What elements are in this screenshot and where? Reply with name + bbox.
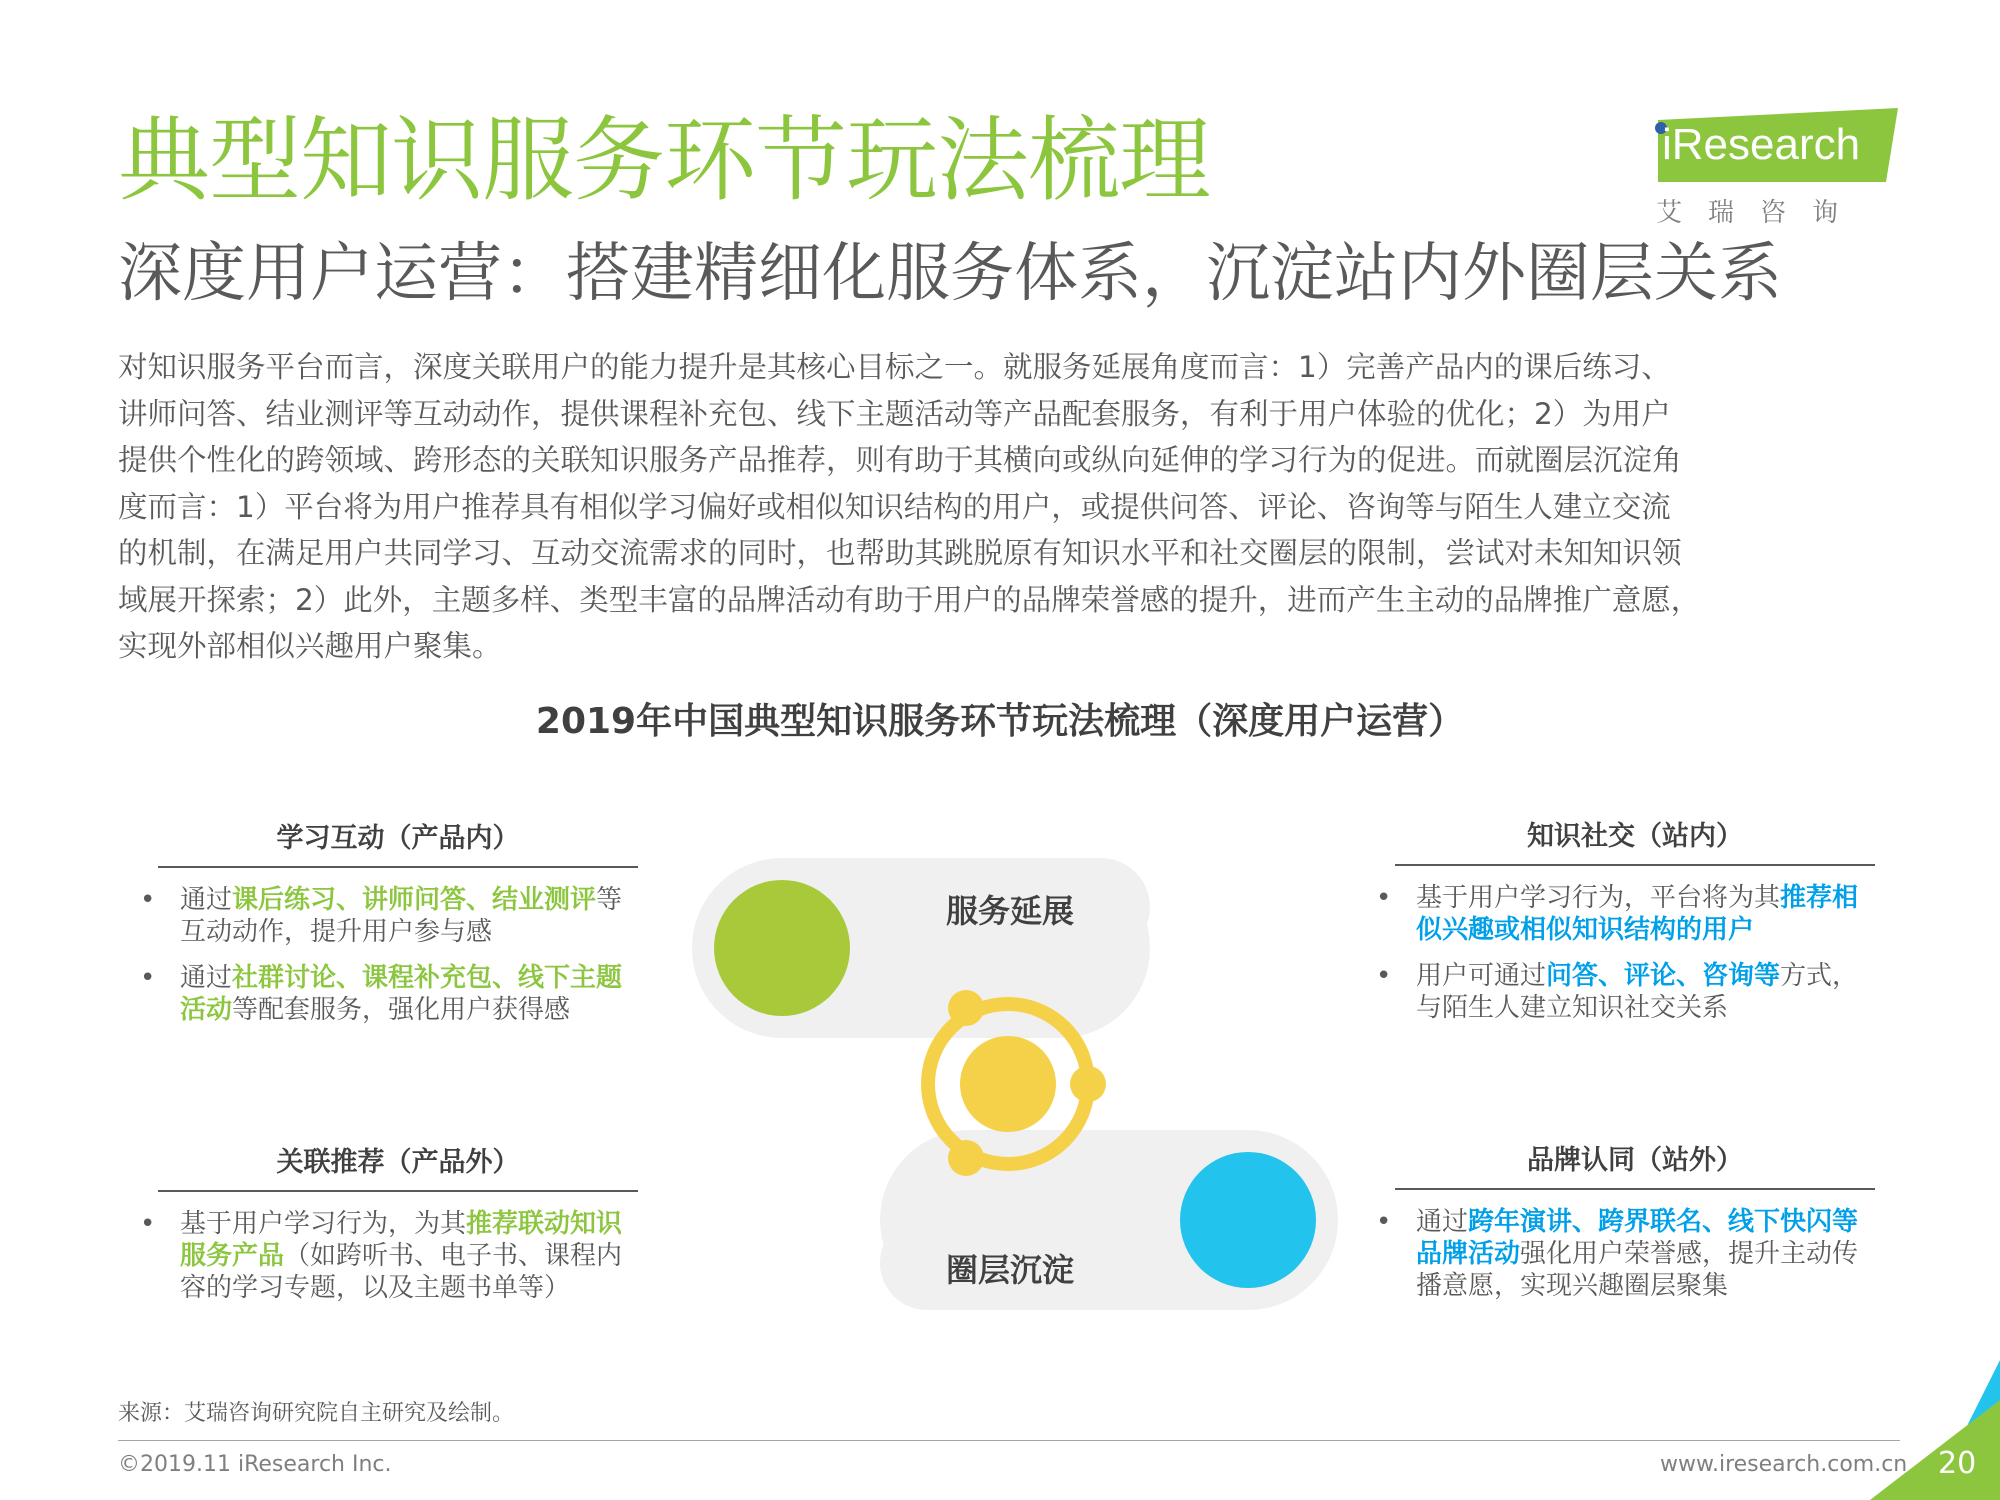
source-note: 来源：艾瑞咨询研究院自主研究及绘制。: [118, 1401, 515, 1426]
bullet-item: • 用户可通过问答、评论、咨询等方式，与陌生人建立知识社交关系: [1376, 960, 1876, 1024]
green-circle: [714, 880, 850, 1016]
logo-wordmark: iResearch: [1662, 120, 1861, 169]
intro-line: 提供个性化的跨领域、跨形态的关联知识服务产品推荐，则有助于其横向或纵向延伸的学习行为的促进。而就圈层沉淀角: [118, 443, 1682, 477]
recommend-bullets: [140, 1208, 640, 1318]
intro-line: 域展开探索；2）此外，主题多样、类型丰富的品牌活动有助于用户的品牌荣誉感的提升，进而产生主动的品牌推广意愿，: [118, 582, 1701, 617]
intro-line: 对知识服务平台而言，深度关联用户的能力提升是其核心目标之一。就服务延展角度而言：1）完善产品内的课后练习、: [118, 350, 1671, 384]
section-rule: [1395, 1188, 1875, 1190]
page-subtitle: 深度用户运营：搭建精细化服务体系，沉淀站内外圈层关系: [118, 237, 1782, 311]
intro-line: 实现外部相似兴趣用户聚集。: [118, 629, 502, 663]
section-rule: [158, 1190, 638, 1192]
logo-subtext: 艾瑞咨询: [1656, 198, 1865, 228]
bullet-item: • 基于用户学习行为，平台将为其推荐相似兴趣或相似知识结构的用户: [1376, 882, 1876, 946]
social-bullets: [1376, 882, 1876, 1038]
corner-decoration: [1870, 1360, 2000, 1500]
website-link[interactable]: www.iresearch.com.cn: [1660, 1452, 1908, 1477]
section-heading-brand: 品牌认同（站外）: [1527, 1145, 1743, 1176]
intro-line: 的机制，在满足用户共同学习、互动交流需求的同时，也帮助其跳脱原有知识水平和社交圈层的限制，尝试对未知知识领: [118, 536, 1682, 570]
section-rule: [1395, 864, 1875, 866]
iresearch-logo: [1650, 100, 1900, 230]
intro-line: 度而言：1）平台将为用户推荐具有相似学习偏好或相似知识结构的用户，或提供问答、评论、咨询等与陌生人建立交流: [118, 489, 1671, 524]
orbit-node-bottom: [948, 1140, 984, 1176]
diagram-title: 2019年中国典型知识服务环节玩法梳理（深度用户运营）: [535, 701, 1465, 742]
bullet-item: • 基于用户学习行为，为其推荐联动知识服务产品（如跨听书、电子书、课程内容的学习专题，以及主题书单等）: [140, 1208, 640, 1304]
blue-circle: [1180, 1152, 1316, 1288]
section-heading-social: 知识社交（站内）: [1527, 821, 1743, 852]
brand-bullets: [1376, 1206, 1876, 1316]
section-heading-recommend: 关联推荐（产品外）: [276, 1147, 520, 1178]
page-title: 典型知识服务环节玩法梳理: [118, 107, 1211, 214]
learning-bullets: [140, 884, 640, 1040]
page-number: 20: [1938, 1446, 1977, 1481]
footer-divider: [118, 1440, 1900, 1441]
bullet-item: • 通过课后练习、讲师问答、结业测评等互动动作，提升用户参与感: [140, 884, 640, 948]
section-heading-learning: 学习互动（产品内）: [276, 823, 520, 854]
orbit-core: [960, 1036, 1056, 1132]
intro-paragraph: [118, 344, 1898, 670]
pill-label-circle: 圈层沉淀: [946, 1251, 1075, 1289]
orbit-node-right: [1070, 1066, 1106, 1102]
bullet-item: • 通过跨年演讲、跨界联名、线下快闪等品牌活动强化用户荣誉感，提升主动传播意愿，实现兴趣圈层聚集: [1376, 1206, 1876, 1302]
intro-line: 讲师问答、结业测评等互动动作，提供课程补充包、线下主题活动等产品配套服务，有利于用户体验的优化；2）为用户: [118, 396, 1671, 431]
pill-label-service: 服务延展: [946, 892, 1075, 930]
copyright: ©2019.11 iResearch Inc.: [118, 1452, 392, 1477]
bullet-item: • 通过社群讨论、课程补充包、线下主题活动等配套服务，强化用户获得感: [140, 962, 640, 1026]
section-rule: [158, 866, 638, 868]
orbit-node-top: [948, 990, 984, 1026]
